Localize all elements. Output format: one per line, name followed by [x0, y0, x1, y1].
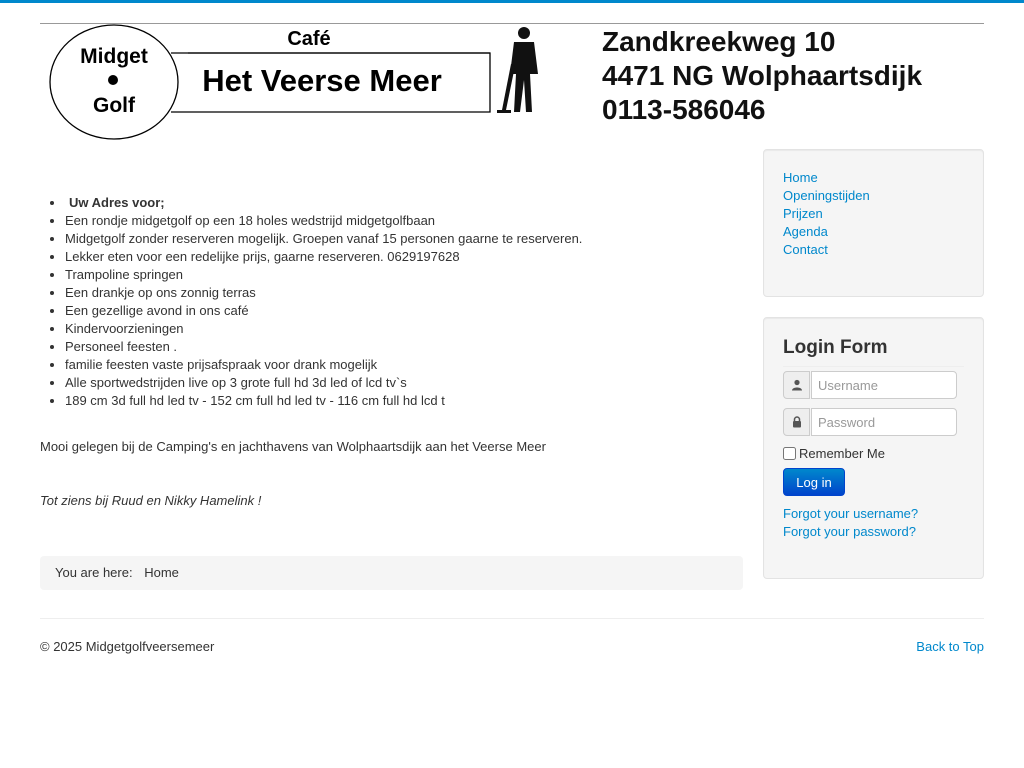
breadcrumb-current: Home — [144, 565, 179, 580]
nav-item-home[interactable]: Home — [783, 170, 818, 185]
breadcrumb-label: You are here: — [55, 565, 133, 580]
login-form — [763, 317, 984, 579]
banner-cafe: Café — [287, 28, 331, 50]
banner-address-street: Zandkreekweg 10 — [602, 26, 836, 57]
banner-address-city: 4471 NG Wolphaartsdijk — [602, 60, 923, 91]
nav-menu — [783, 169, 870, 259]
banner-venue-name: Het Veerse Meer — [202, 63, 442, 98]
username-input[interactable] — [811, 371, 957, 399]
back-to-top-link[interactable]: Back to Top — [916, 639, 984, 654]
remember-me-checkbox[interactable] — [783, 447, 796, 460]
nav-item-openingstijden[interactable]: Openingstijden — [783, 188, 870, 203]
forgot-links — [783, 505, 918, 541]
login-button[interactable]: Log in — [783, 468, 845, 496]
nav-item-contact[interactable]: Contact — [783, 242, 828, 257]
password-input[interactable] — [811, 408, 957, 436]
list-item: • Een drankje op ons zonnig terras — [65, 284, 743, 302]
services-list — [40, 194, 743, 410]
golfer-icon — [497, 27, 538, 113]
list-heading: Uw Adres voor; — [69, 195, 165, 210]
list-item: • Een gezellige avond in ons café — [65, 302, 743, 320]
banner-golf: Golf — [93, 94, 135, 117]
banner-dot — [108, 75, 118, 85]
list-item: • Midgetgolf zonder reserveren mogelijk. Groepen vanaf 15 personen gaarne te reserveren. — [65, 230, 743, 248]
list-item — [65, 194, 743, 212]
forgot-password-link[interactable]: Forgot your password? — [783, 524, 916, 539]
sidebar-menu — [763, 149, 984, 297]
location-text: Mooi gelegen bij de Camping's en jachthavens van Wolphaartsdijk aan het Veerse Meer — [40, 439, 546, 454]
farewell-text: Tot ziens bij Ruud en Nikky Hamelink ! — [40, 493, 262, 508]
list-item: • familie feesten vaste prijsafspraak voor drank mogelijk — [65, 356, 743, 374]
list-item: • Alle sportwedstrijden live op 3 grote full hd 3d led of lcd tv`s — [65, 374, 743, 392]
login-title: Login Form — [783, 336, 964, 367]
list-item: • Personeel feesten . — [65, 338, 743, 356]
list-item: • Een rondje midgetgolf op een 18 holes wedstrijd midgetgolfbaan — [65, 212, 743, 230]
main-content — [40, 194, 743, 410]
lock-icon — [783, 408, 810, 436]
remember-me-label: Remember Me — [799, 446, 885, 461]
list-item: • Kindervoorzieningen — [65, 320, 743, 338]
footer-divider — [40, 618, 984, 619]
site-banner — [40, 24, 984, 142]
list-item: • Trampoline springen — [65, 266, 743, 284]
top-accent-bar — [0, 0, 1024, 3]
list-item: • Lekker eten voor een redelijke prijs, gaarne reserveren. 0629197628 — [65, 248, 743, 266]
forgot-username-link[interactable]: Forgot your username? — [783, 506, 919, 521]
banner-midget: Midget — [80, 45, 148, 68]
nav-item-agenda[interactable]: Agenda — [783, 224, 828, 239]
nav-item-prijzen[interactable]: Prijzen — [783, 206, 823, 221]
breadcrumb — [40, 556, 743, 590]
copyright: © 2025 Midgetgolfveersemeer — [40, 639, 215, 654]
user-icon — [783, 371, 810, 399]
banner-phone: 0113-586046 — [602, 94, 766, 125]
list-item: • 189 cm 3d full hd led tv - 152 cm full hd led tv - 116 cm full hd lcd t — [65, 392, 743, 410]
remember-me[interactable] — [783, 446, 885, 461]
